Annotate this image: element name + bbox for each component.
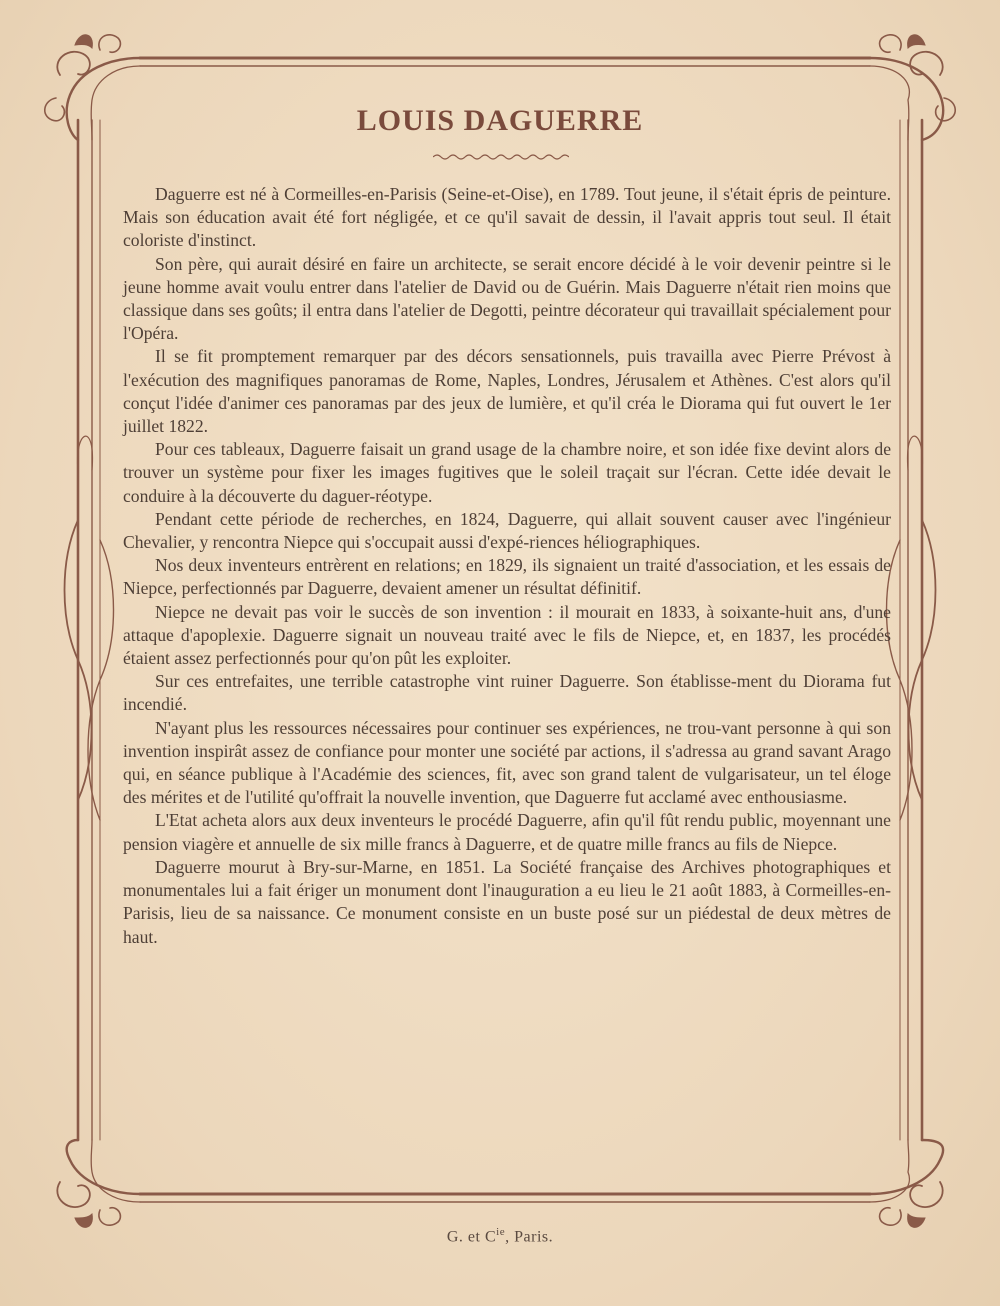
paragraph: Nos deux inventeurs entrèrent en relations; en 1829, ils signaient un traité d'association, et les essais de Niepce, perfectionnés par Daguerre, devaient amener un résultat définitif.	[123, 555, 891, 599]
paragraph: Son père, qui aurait désiré en faire un architecte, se serait encore décidé à le voir devenir peintre si le jeune homme avait voulu entrer dans l'atelier de David ou de Guérin. Mais Daguerre n'était rien moins que classique dans ses goûts; il entra dans l'atelier de Degotti, peintre décorateur qui travaillait spécialement pour l'Opéra.	[123, 253, 891, 344]
paragraph: L'Etat acheta alors aux deux inventeurs le procédé Daguerre, afin qu'il fût rendu public, moyennant une pension viagère et annuelle de six mille francs à Daguerre, et de quatre mille francs au fils de Niepce.	[123, 810, 891, 854]
paragraph: Daguerre est né à Cormeilles-en-Parisis (Seine-et-Oise), en 1789. Tout jeune, il s'était épris de peinture. Mais son éducation avait été fort négligée, et ce qu'il savait de dessin, il l'avait appris tout seul. Il était coloriste d'instinct.	[123, 184, 891, 251]
title-wavy-rule	[433, 152, 569, 162]
paragraph: Pour ces tableaux, Daguerre faisait un grand usage de la chambre noire, et son idée fixe devint alors de trouver un système pour fixer les images fugitives que le soleil traçait sur l'écran. Cette idée devait le conduire à la découverte du daguer-réotype.	[123, 439, 891, 506]
publisher-name: G. et C	[446, 1228, 497, 1246]
publisher-imprint	[0, 1226, 1000, 1246]
publisher-superscript: ie	[496, 1226, 506, 1238]
paragraph: Niepce ne devait pas voir le succès de son invention : il mourait en 1833, à soixante-huit ans, d'une attaque d'apoplexie. Daguerre signait un nouveau traité avec le fils de Niepce, et, en 1837, les procédés étaient assez perfectionnés pour qu'on pût les exploiter.	[123, 601, 891, 669]
paragraph: Sur ces entrefaites, une terrible catastrophe vint ruiner Daguerre. Son établisse-ment du Diorama fut incendié.	[123, 671, 891, 715]
paragraph: Daguerre mourut à Bry-sur-Marne, en 1851. La Société française des Archives photographiques et monumentales lui a fait ériger un monument dont l'inauguration a eu lieu le 21 août 1883, à Cormeilles-en-Parisis, lieu de sa naissance. Ce monument consiste en un buste posé sur un piédestal de deux mètres de haut.	[123, 856, 891, 947]
paragraph: Il se fit promptement remarquer par des décors sensationnels, puis travailla avec Pierre Prévost à l'exécution des magnifiques panoramas de Rome, Naples, Londres, Jérusalem et Athènes. C'est alors qu'il conçut l'idée d'animer ces panoramas par des jeux de lumière, et qu'il créa le Diorama qui fut ouvert le 1er juillet 1822.	[123, 346, 891, 437]
biography-text	[123, 183, 891, 949]
publisher-city: , Paris.	[505, 1228, 554, 1246]
paragraph: N'ayant plus les ressources nécessaires pour continuer ses expériences, ne trou-vant personne à qui son invention inspirât assez de confiance pour monter une société par actions, il s'adressa au grand savant Arago qui, en séance publique à l'Académie des sciences, fit, avec son grand talent de vulgarisateur, un tel éloge des mérites et de l'utilité qu'offrait la nouvelle invention, que Daguerre fut acclamé avec enthousiasme.	[123, 717, 891, 808]
page-title: LOUIS DAGUERRE	[356, 104, 644, 137]
paragraph: Pendant cette période de recherches, en 1824, Daguerre, qui allait souvent causer avec l'ingénieur Chevalier, y rencontra Niepce qui s'occupait aussi d'expé-riences héliographiques.	[123, 508, 891, 553]
